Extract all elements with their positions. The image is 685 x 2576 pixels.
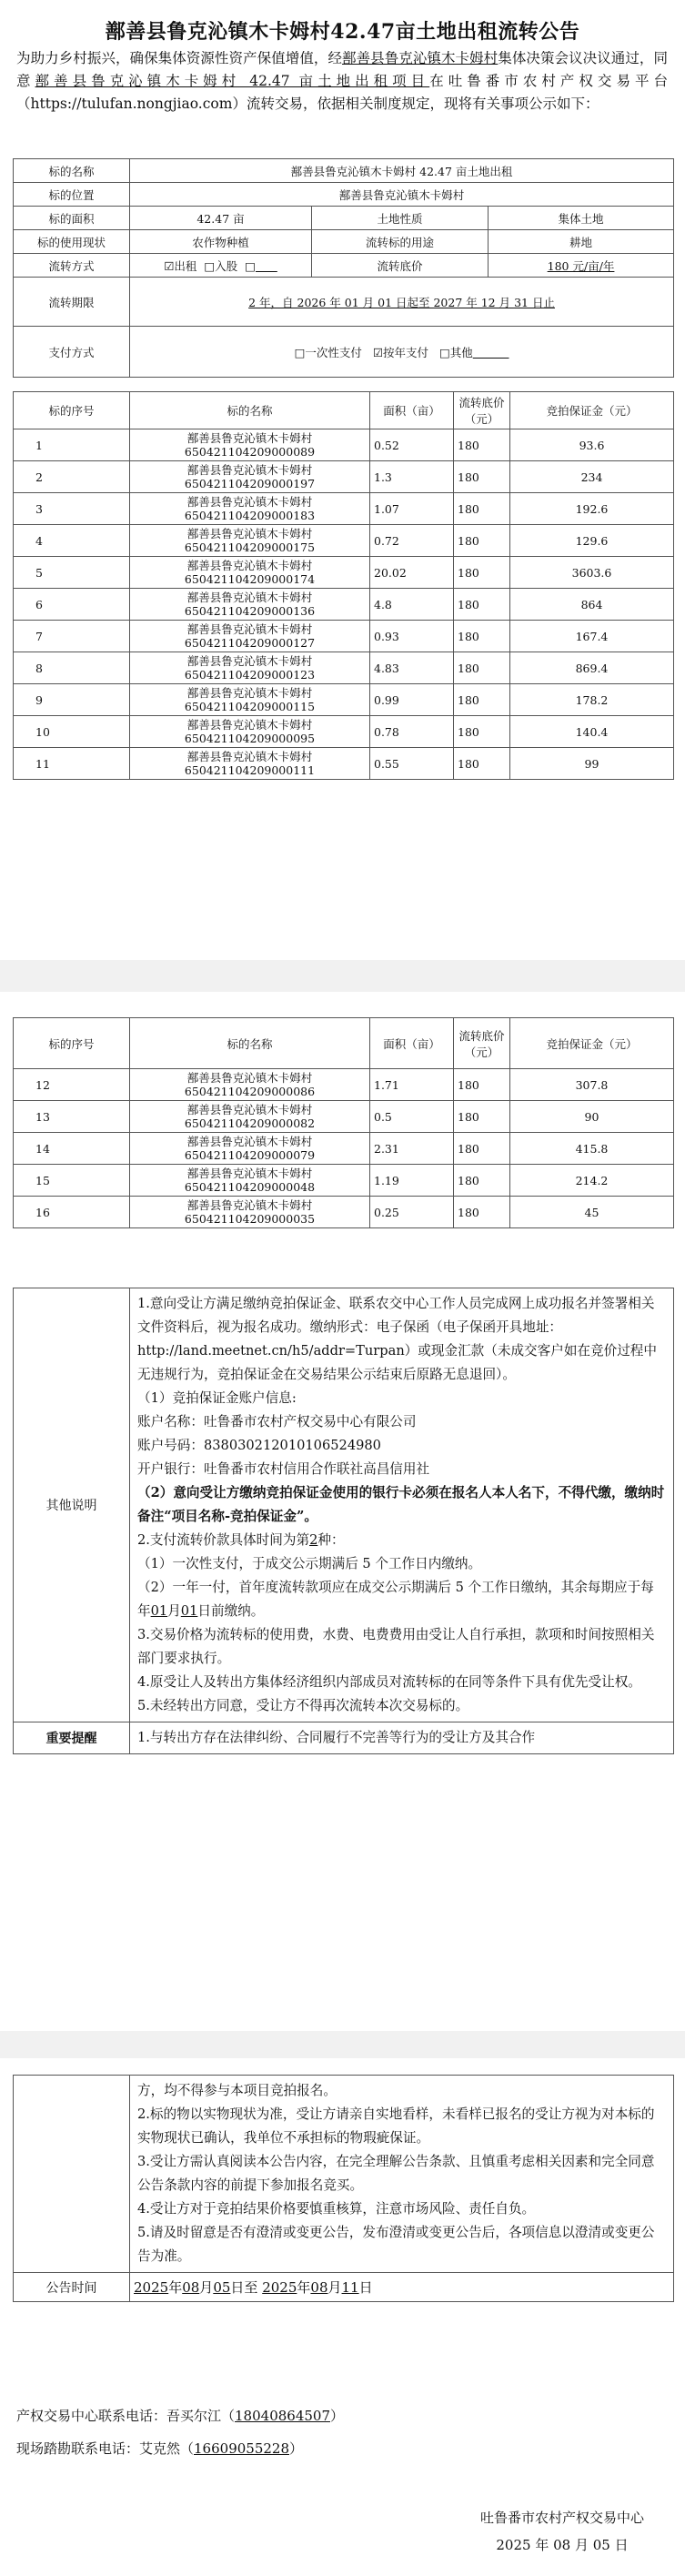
method-label: 流转方式 [14,254,130,278]
lot-name: 鄯善县鲁克沁镇木卡姆村 650421104209000174 [130,557,370,589]
location-value: 鄯善县鲁克沁镇木卡姆村 [130,183,674,207]
lot-no: 15 [14,1165,130,1197]
other-note-7: 3.交易价格为流转标的使用费，水费、电费费用由受让人自行承担，款项和时间按照相关部门要求执行。 [137,1627,655,1666]
lot-area: 2.31 [370,1133,454,1165]
other-notes [130,1288,674,1722]
table-row [14,461,674,493]
lot-name: 鄯善县鲁克沁镇木卡姆村 650421104209000089 [130,429,370,461]
lot-area: 4.83 [370,652,454,684]
lot-no: 4 [14,525,130,557]
method-share-checkbox[interactable]: □入股 [204,258,238,273]
lot-price: 180 [454,461,510,493]
table-row [14,716,674,748]
pay-label: 支付方式 [14,327,130,378]
table-row [14,589,674,621]
lot-no: 6 [14,589,130,621]
other-note-9: 5.未经转出方同意，受让方不得再次流转本次交易标的。 [137,1698,469,1713]
pay-options [130,327,674,378]
sign-org: 吐鲁番市农村产权交易中心 [479,2510,644,2526]
other-label: 其他说明 [14,1288,130,1722]
page-3 [0,2058,685,2576]
header-area: 面积（亩） [370,1018,454,1069]
lot-no: 10 [14,716,130,748]
lot-deposit: 99 [510,748,674,780]
location-label: 标的位置 [14,183,130,207]
lot-name: 鄯善县鲁克沁镇木卡姆村 650421104209000123 [130,652,370,684]
lot-name: 鄯善县鲁克沁镇木卡姆村 650421104209000082 [130,1101,370,1133]
page-gap-2 [0,2031,685,2058]
important-note-2: 2.标的物以实物现状为准，受让方请亲自实地看样，未看样已报名的受让方视为对本标的实物现状已确认，我单位不承担标的物瑕疵保证。 [137,2106,655,2146]
important-note-1b: 方，均不得参与本项目竞拍报名。 [137,2083,337,2098]
method-options [130,254,312,278]
table-row [14,1165,674,1197]
lot-area: 4.8 [370,589,454,621]
other-bank: 开户银行：吐鲁番市农村信用合作联社高昌信用社 [137,1461,430,1477]
lot-price: 180 [454,1069,510,1101]
lot-price: 180 [454,1101,510,1133]
lot-no: 2 [14,461,130,493]
lot-area: 0.99 [370,684,454,716]
table-row [14,684,674,716]
lot-no: 12 [14,1069,130,1101]
lot-deposit: 234 [510,461,674,493]
other-note-6: （2）一年一付，首年度流转款项应在成交公示期满后 5 个工作日缴纳，其余每期应于每年01月01日前缴纳。 [137,1580,654,1619]
other-note-5: （1）一次性支付，于成交公示期满后 5 个工作日内缴纳。 [137,1556,482,1571]
lot-no: 13 [14,1101,130,1133]
name-label: 标的名称 [14,159,130,183]
lot-area: 0.52 [370,429,454,461]
lot-price: 180 [454,716,510,748]
contact-site-phone[interactable]: 16609055228 [194,2440,289,2457]
lot-price: 180 [454,748,510,780]
header-name: 标的名称 [130,392,370,429]
lots-table-1 [13,391,674,780]
important-label-cont [14,2076,130,2273]
area-value: 42.47 亩 [130,207,312,230]
method-lease-checkbox[interactable]: ☑出租 [164,258,197,273]
intro-village: 鄯善县鲁克沁镇木卡姆村 [342,50,499,66]
lot-area: 0.93 [370,621,454,652]
area-label: 标的面积 [14,207,130,230]
lot-deposit: 415.8 [510,1133,674,1165]
purpose-label: 流转标的用途 [312,230,489,254]
table-row [14,652,674,684]
intro-project: 鄯善县鲁克沁镇木卡姆村 42.47 亩土地出租项目 [35,73,430,89]
important-label: 重要提醒 [14,1722,130,1754]
table-row [14,1133,674,1165]
important-notes [130,2076,674,2273]
lot-area: 0.5 [370,1101,454,1133]
table-row [14,1101,674,1133]
lot-deposit: 45 [510,1197,674,1228]
method-other-checkbox[interactable]: □ [245,258,256,273]
page-2 [0,992,685,2031]
pay-other-checkbox[interactable]: □其他 [438,345,473,359]
page-title: 鄯善县鲁克沁镇木卡姆村42.47亩土地出租流转公告 [105,20,580,44]
header-area: 面积（亩） [370,392,454,429]
important-note-5: 5.请及时留意是否有澄清或变更公告，发布澄清或变更公告后，各项信息以澄清或变更公告为准。 [137,2225,655,2264]
lot-price: 180 [454,684,510,716]
other-note-4: 2.支付流转价款具体时间为第2种： [137,1532,345,1548]
header-no: 标的序号 [14,392,130,429]
use-label: 标的使用现状 [14,230,130,254]
lot-name: 鄯善县鲁克沁镇木卡姆村 650421104209000197 [130,461,370,493]
lot-name: 鄯善县鲁克沁镇木卡姆村 650421104209000136 [130,589,370,621]
lot-price: 180 [454,1165,510,1197]
lot-deposit: 167.4 [510,621,674,652]
lot-name: 鄯善县鲁克沁镇木卡姆村 650421104209000035 [130,1197,370,1228]
table-row [14,1069,674,1101]
page-1 [0,0,685,960]
lot-area: 0.25 [370,1197,454,1228]
lot-area: 20.02 [370,557,454,589]
contact-exchange: 产权交易中心联系电话：吾买尔江（18040864507） [16,2408,345,2424]
lot-area: 0.55 [370,748,454,780]
table-row [14,429,674,461]
lot-deposit: 307.8 [510,1069,674,1101]
lot-deposit: 3603.6 [510,557,674,589]
other-note-2: （1）竞拍保证金账户信息: [137,1390,297,1406]
table-row [14,493,674,525]
lot-area: 1.3 [370,461,454,493]
other-note-8: 4.原受让人及转出方集体经济组织内部成员对流转标的在同等条件下具有优先受让权。 [137,1674,641,1690]
pay-yearly-checkbox[interactable]: ☑按年支付 [372,345,429,359]
lot-deposit: 140.4 [510,716,674,748]
lot-no: 5 [14,557,130,589]
contact-site: 现场踏勘联系电话：艾克然（16609055228） [16,2440,304,2457]
nature-label: 土地性质 [312,207,489,230]
lot-price: 180 [454,525,510,557]
table-row [14,748,674,780]
lot-price: 180 [454,652,510,684]
lot-no: 11 [14,748,130,780]
lot-area: 1.19 [370,1165,454,1197]
lot-name: 鄯善县鲁克沁镇木卡姆村 650421104209000111 [130,748,370,780]
intro-text-3: 在吐鲁番市农村产权交易平台（https://tulufan.nongjiao.com）流转交易，依据相关制度规定，现将有关事项公示如下： [16,73,668,112]
contact-exchange-phone[interactable]: 18040864507 [235,2408,330,2424]
lot-price: 180 [454,429,510,461]
sign-date: 2025 年 08 月 05 日 [496,2537,629,2553]
lot-name: 鄯善县鲁克沁镇木卡姆村 650421104209000183 [130,493,370,525]
period-label: 公告时间 [14,2273,130,2302]
header-name: 标的名称 [130,1018,370,1069]
lot-no: 7 [14,621,130,652]
other-note-1: 1.意向受让方满足缴纳竞拍保证金、联系农交中心工作人员完成网上成功报名并签署相关文件资料后，视为报名成功。缴纳形式：电子保函（电子保函开具地址：http://land.meetnet.cn/h5/addr=Turpan）或现金汇款（未成交客户如在竞价过程中无违规行为，竞拍保证金在交易结果公示结束后原路无息退回）。 [137,1296,657,1382]
lot-deposit: 214.2 [510,1165,674,1197]
lot-no: 8 [14,652,130,684]
lot-name: 鄯善县鲁克沁镇木卡姆村 650421104209000079 [130,1133,370,1165]
table-row [14,621,674,652]
table-row [14,1197,674,1228]
important-table [13,2075,674,2302]
contacts [16,2399,344,2465]
notes-table [13,1288,674,1754]
lot-area: 1.07 [370,493,454,525]
page-gap-1 [0,960,685,992]
other-account-name: 账户名称：吐鲁番市农村产权交易中心有限公司 [137,1414,417,1429]
lot-no: 3 [14,493,130,525]
term-label: 流转期限 [14,278,130,327]
table-row [14,557,674,589]
intro-paragraph [16,47,668,116]
name-value: 鄯善县鲁克沁镇木卡姆村 42.47 亩土地出租 [130,159,674,183]
period-value: 2025年08月05日至 2025年08月11日 [130,2273,674,2302]
reserve-label: 流转底价 [312,254,489,278]
lot-name: 鄯善县鲁克沁镇木卡姆村 650421104209000115 [130,684,370,716]
header-price: 流转底价（元） [454,1018,510,1069]
lot-deposit: 178.2 [510,684,674,716]
intro-text-1: 为助力乡村振兴，确保集体资源性资产保值增值，经 [16,50,343,66]
header-price: 流转底价（元） [454,392,510,429]
important-note-1: 1.与转出方存在法律纠纷、合同履行不完善等行为的受让方及其合作 [130,1722,674,1754]
use-value: 农作物种植 [130,230,312,254]
lot-deposit: 864 [510,589,674,621]
lot-name: 鄯善县鲁克沁镇木卡姆村 650421104209000175 [130,525,370,557]
info-table [13,158,674,378]
reserve-value: 180 元/亩/年 [489,254,674,278]
lot-price: 180 [454,1197,510,1228]
other-note-3: （2）意向受让方缴纳竞拍保证金使用的银行卡必须在报名人本人名下，不得代缴，缴纳时备注“项目名称-竞拍保证金”。 [137,1485,665,1524]
lot-price: 180 [454,557,510,589]
lot-deposit: 129.6 [510,525,674,557]
other-account-number: 账户号码：838030212010106524980 [137,1438,381,1453]
lot-area: 1.71 [370,1069,454,1101]
lot-price: 180 [454,589,510,621]
lot-name: 鄯善县鲁克沁镇木卡姆村 650421104209000086 [130,1069,370,1101]
header-deposit: 竞拍保证金（元） [510,392,674,429]
nature-value: 集体土地 [489,207,674,230]
lot-price: 180 [454,621,510,652]
lot-area: 0.72 [370,525,454,557]
table-row [14,525,674,557]
lot-name: 鄯善县鲁克沁镇木卡姆村 650421104209000127 [130,621,370,652]
lot-area: 0.78 [370,716,454,748]
purpose-value: 耕地 [489,230,674,254]
important-note-3: 3.受让方需认真阅读本公告内容，在完全理解公告条款、且慎重考虑相关因素和完全同意公告条款内容的前提下参加报名竞买。 [137,2154,655,2193]
term-value: 2 年，自 2026 年 01 月 01 日起至 2027 年 12 月 31 日止 [130,278,674,327]
lot-name: 鄯善县鲁克沁镇木卡姆村 650421104209000048 [130,1165,370,1197]
lot-deposit: 869.4 [510,652,674,684]
intro-text-2: 集体决策会议决议通过，同意 [16,50,668,89]
lot-price: 180 [454,493,510,525]
signature-block [480,2504,644,2559]
important-note-4: 4.受让方对于竞拍结果价格要慎重核算，注意市场风险、责任自负。 [137,2201,536,2217]
lot-deposit: 192.6 [510,493,674,525]
lot-name: 鄯善县鲁克沁镇木卡姆村 650421104209000095 [130,716,370,748]
lot-no: 1 [14,429,130,461]
lot-no: 14 [14,1133,130,1165]
lot-price: 180 [454,1133,510,1165]
lot-deposit: 90 [510,1101,674,1133]
header-deposit: 竞拍保证金（元） [510,1018,674,1069]
lot-deposit: 93.6 [510,429,674,461]
pay-once-checkbox[interactable]: □一次性支付 [294,345,362,359]
lot-no: 9 [14,684,130,716]
header-no: 标的序号 [14,1018,130,1069]
lots-table-2 [13,1017,674,1228]
lot-no: 16 [14,1197,130,1228]
